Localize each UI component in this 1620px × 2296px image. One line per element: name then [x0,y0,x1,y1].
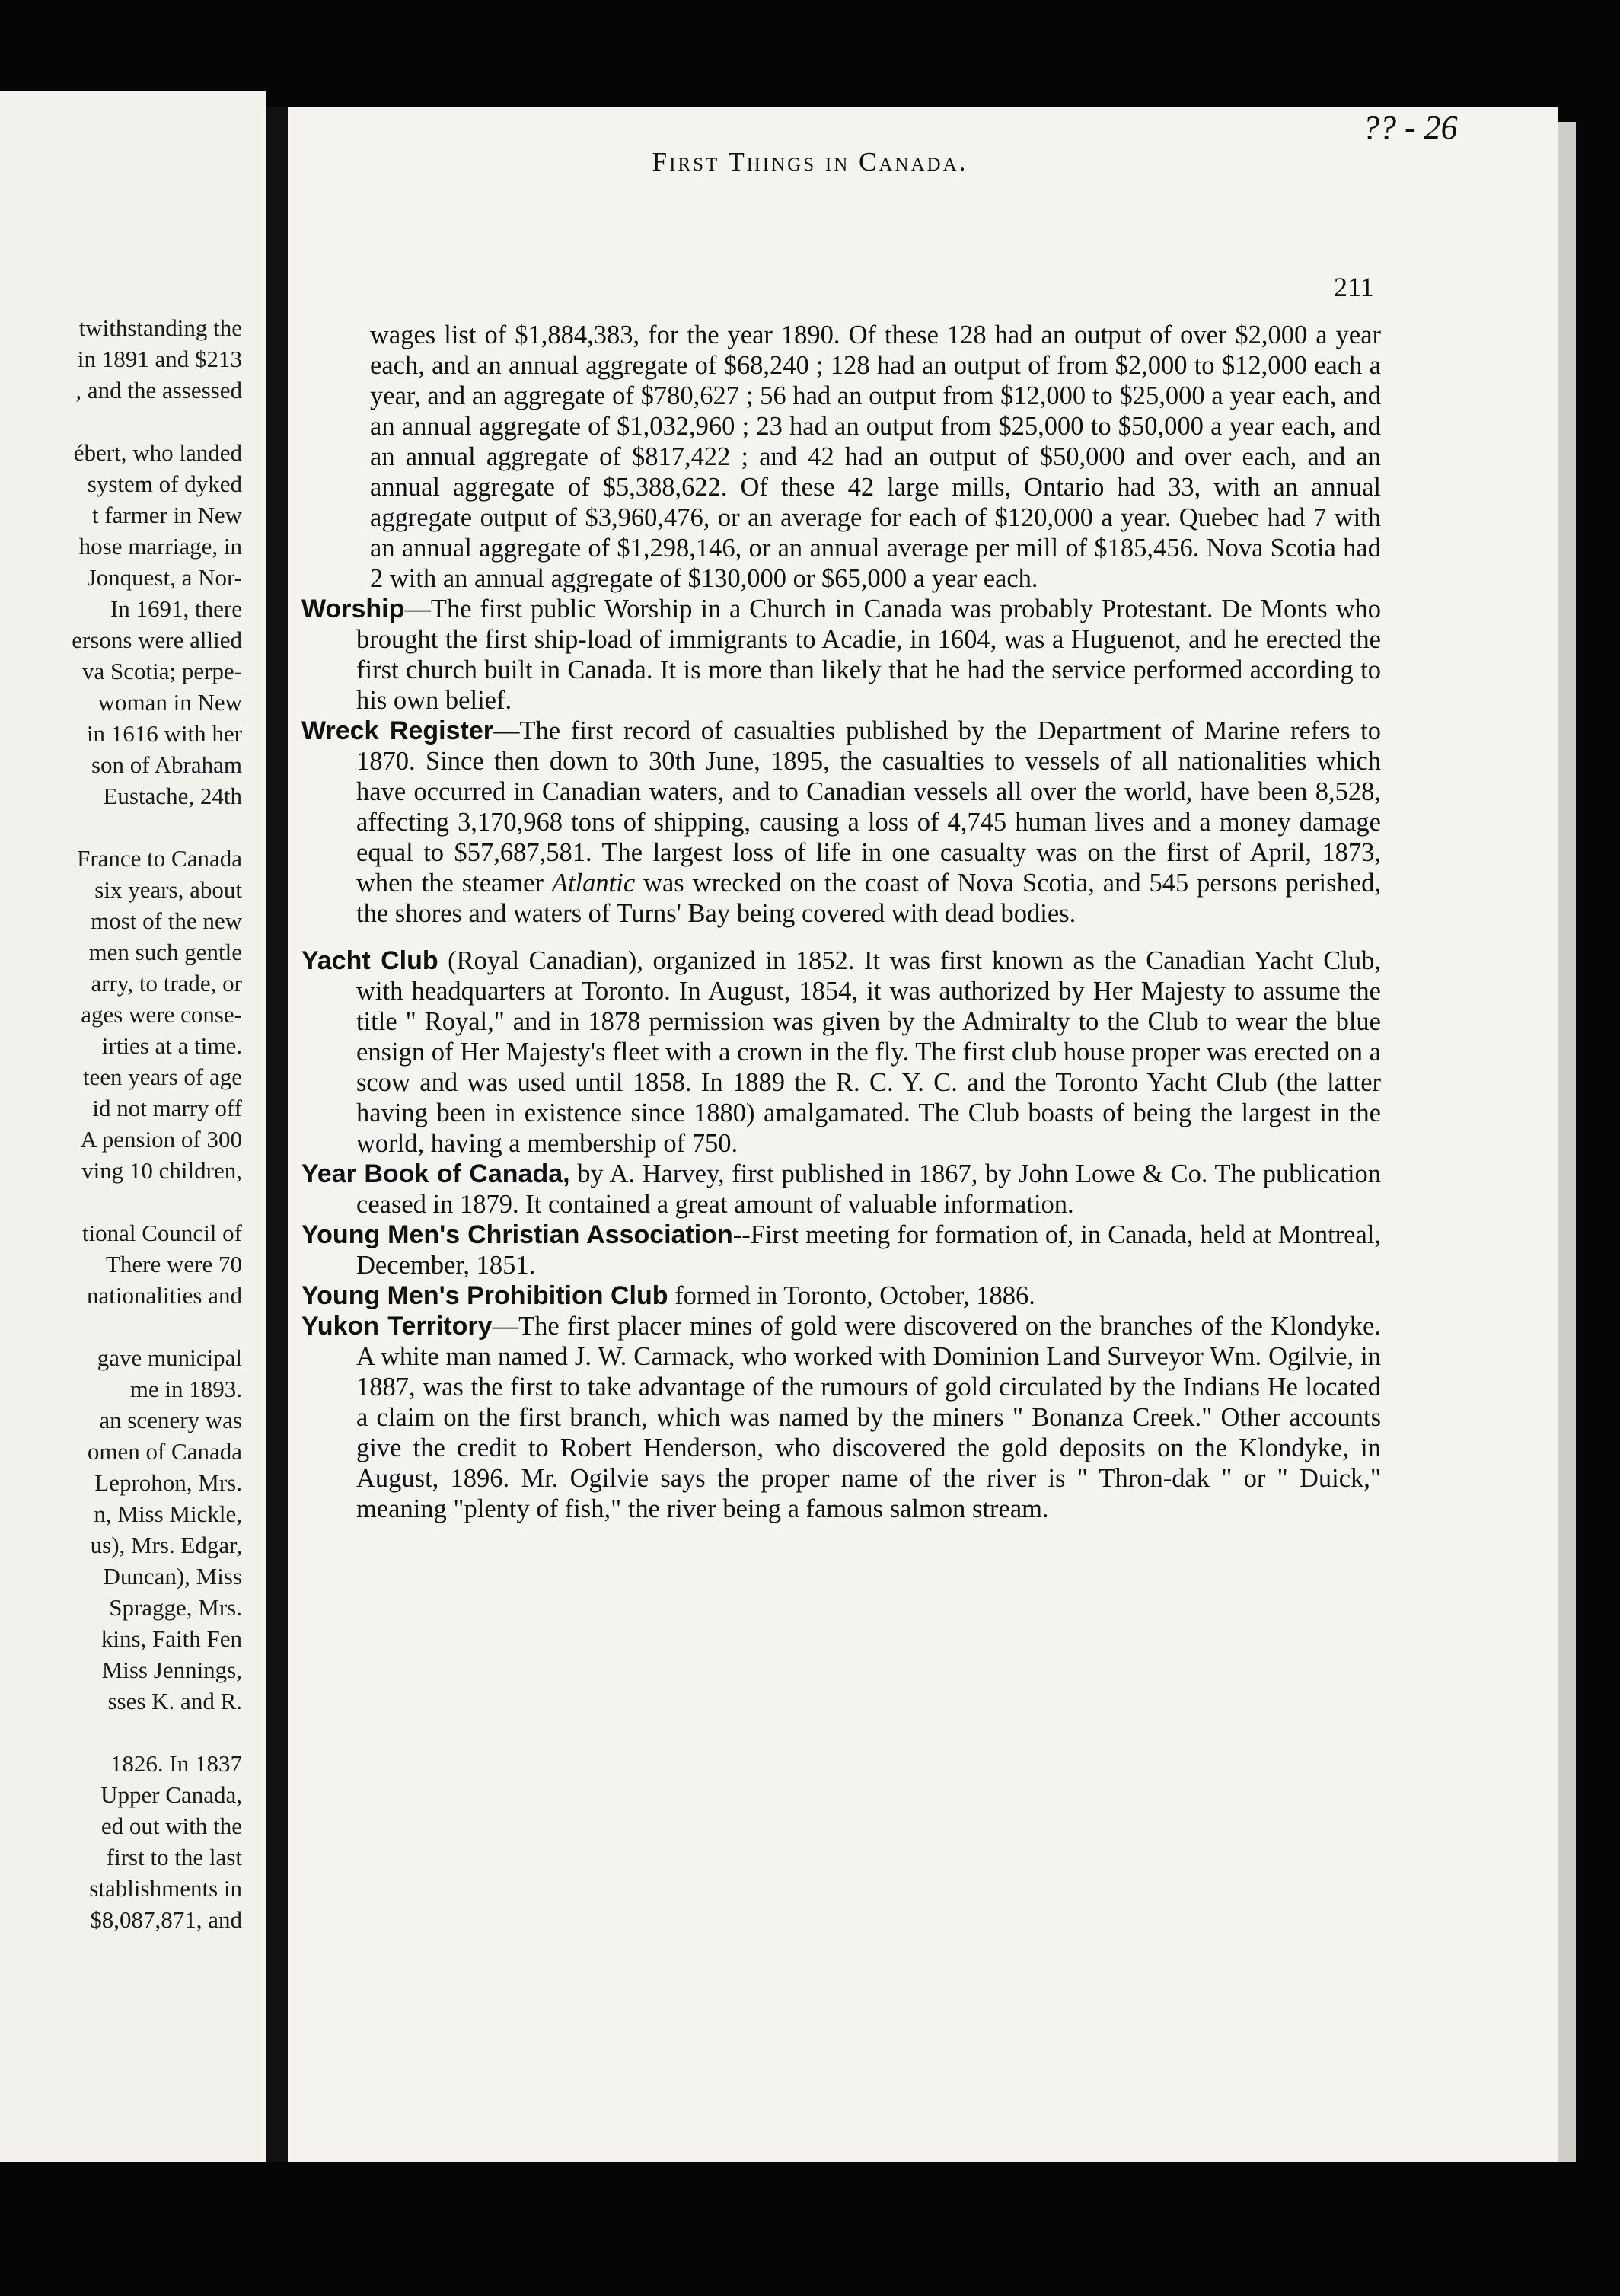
left-page-fragment [0,91,266,2162]
intro-paragraph: wages list of $1,884,383, for the year 1890. Of these 128 had an output of over $2,000 a year each, and an annual aggregate of $68,240 ; 128 had an output of from $2,000 to $12,000 each a year, and an aggregate of $780,627 ; 56 had an output from $12,000 to $25,000 a year each, and an annual aggregate of $1,032,960 ; 23 had an output from $25,000 to $50,000 a year each, and an annual aggregate of $817,422 ; and 42 had an output of $50,000 and over each, and an annual aggregate of $5,388,622. Of these 42 large mills, Ontario had 33, with an annual aggregate output of $3,960,476, or an average for each of $120,000 a year. Quebec had 7 with an annual aggregate of $1,298,146, or an annual average per mill of $185,456. Nova Scotia had 2 with an annual aggregate of $130,000 or $65,000 a year each. [370,320,1381,593]
left-page-line: t farmer in New [91,502,242,528]
left-page-line: me in 1893. [129,1376,242,1402]
left-page-line: hose marriage, in [78,533,242,560]
entry-term: Young Men's Christian Association [301,1220,733,1249]
left-page-line: Jonquest, a Nor- [87,564,242,591]
left-page-line: six years, about [94,876,242,903]
page-body [301,320,1381,1524]
left-page-line [0,812,242,843]
left-page-line: Eustache, 24th [103,783,242,809]
entry-wreck-register [301,716,1381,929]
page-edge [1558,122,1576,2162]
left-page-line: , and the assessed [75,377,242,403]
entry-text-after: was wrecked on the coast of Nova Scotia, and 545 persons perished, the shores and waters of Turns' Bay being covered with dead bodies. [356,869,1382,928]
left-page-line: Spragge, Mrs. [109,1594,242,1621]
left-page-line: In 1691, there [110,595,242,622]
entry-term: Wreck Register [301,716,493,745]
left-page-line: Upper Canada, [100,1781,242,1808]
entry-text: —The first placer mines of gold were discovered on the branches of the Klondyke. A white man named J. W. Carmack, who worked with Dominion Land Surveyor Wm. Ogilvie, in 1887, was the first to take advantage of the rumours of gold circulated by the Indians He located a claim on the first branch, which was named by the miners " Bonanza Creek." Other accounts give the credit to Robert Henderson, who discovered the gold deposits on the Klondyke, in August, 1896. Mr. Ogilvie says the proper name of the river is " Thron-dak " or " Duick," meaning "plenty of fish," the river being a famous salmon stream. [356,1312,1381,1523]
entry-term: Young Men's Prohibition Club [301,1281,668,1310]
left-page-line: system of dyked [87,470,242,497]
left-page-line: France to Canada [77,845,242,872]
left-page-line: teen years of age [82,1063,242,1090]
left-page-line: ed out with the [100,1813,242,1839]
left-page-line: A pension of 300 [80,1126,242,1153]
handwritten-corner-mark: ?? - 26 [1363,109,1458,146]
left-page-line: most of the new [91,907,242,934]
left-page-line: ersons were allied [72,627,242,653]
entry-text: —The first public Worship in a Church in Canada was probably Protestant. De Monts who brought the first ship-load of immigrants to Acadie, in 1604, was a Huguenot, and he erected the first church built in Canada. It is more than likely that he had the service performed according to his own belief. [356,595,1381,715]
left-page-line: id not marry off [92,1095,242,1121]
entry-yukon-territory [301,1311,1381,1524]
entry-term: Yacht Club [301,946,438,975]
left-page-line: first to the last [106,1844,242,1870]
entry-term: Worship [301,595,405,623]
left-page-line: 1826. In 1837 [110,1750,242,1777]
running-head: First Things in Canada. [652,147,968,177]
left-page-line: ages were conse- [81,1001,242,1028]
left-page-lines [0,312,242,1935]
entry-year-book [301,1159,1381,1220]
left-page-line: $8,087,871, and [90,1906,242,1933]
entry-text: --First meeting for formation of, in Canada, held at Montreal, December, 1851. [356,1220,1381,1280]
left-page-line: n, Miss Mickle, [94,1500,242,1527]
left-page-line [0,1311,242,1342]
entry-text: —The first record of casualties published by the Department of Marine refers to 1870. Since then down to 30th June, 1895, the casualties to vessels of all nationalities which have occurred in Canadian waters, and to Canadian vessels all over the world, have been 8,528, affecting 3,170,968 tons of shipping, causing a loss of 4,745 human lives and a money damage equal to $57,687,581. The largest loss of life in one casualty was on the first of April, 1873, when the steamer [356,716,1381,898]
entry-italic-ship-name: Atlantic [551,869,636,898]
left-page-line: sses K. and R. [107,1688,242,1714]
left-page-line: men such gentle [88,939,242,965]
left-page-line: va Scotia; perpe- [81,658,242,684]
left-page-line [0,406,242,437]
left-page-line: irties at a time. [101,1032,242,1059]
entry-text: formed in Toronto, October, 1886. [674,1281,1035,1310]
entry-text: by A. Harvey, first published in 1867, by John Lowe & Co. The publication ceased in 1879. It contained a great amount of valuable information. [356,1159,1382,1219]
left-page-line: son of Abraham [91,751,242,778]
entry-term: Year Book of Canada, [301,1159,570,1188]
left-page-line: kins, Faith Fen [100,1625,242,1652]
left-page-line [0,1186,242,1217]
left-page-line: stablishments in [89,1875,242,1902]
left-page-line: arry, to trade, or [91,970,242,997]
left-page-line: Duncan), Miss [103,1563,242,1590]
left-page-line: tional Council of [81,1220,242,1246]
entry-prohibition-club [301,1280,1381,1311]
left-page-line: in 1616 with her [86,720,242,747]
left-page-line: nationalities and [86,1282,242,1309]
left-page-line: Miss Jennings, [101,1657,242,1683]
entry-yacht-club [301,946,1381,1159]
entry-term: Yukon Territory [301,1312,493,1341]
left-page-line: us), Mrs. Edgar, [90,1532,242,1558]
left-page-line: in 1891 and $213 [77,346,242,372]
left-page-line: woman in New [97,689,242,716]
left-page-line: an scenery was [99,1407,242,1433]
left-page-line: ving 10 children, [81,1157,242,1184]
left-page-line: Leprohon, Mrs. [94,1469,242,1496]
entry-text: (Royal Canadian), organized in 1852. It was first known as the Canadian Yacht Club, with headquarters at Toronto. In August, 1854, it was authorized by Her Majesty to assume the title " Royal," and in 1878 permission was given by the Admiralty to the Club to wear the blue ensign of Her Majesty's fleet with a crown in the fly. The first club house proper was erected on a scow and was used until 1858. In 1889 the R. C. Y. C. and the Toronto Yacht Club (the latter having been in existence since 1880) amalgamated. The Club boasts of being the largest in the world, having a membership of 750. [356,946,1381,1158]
left-page-line: There were 70 [105,1251,242,1277]
left-page-line: gave municipal [97,1344,242,1371]
entry-ymca [301,1220,1381,1280]
book-spine [266,107,288,2162]
left-page-line: omen of Canada [87,1438,242,1465]
left-page-line [0,1717,242,1748]
left-page-line: twithstanding the [78,314,242,341]
left-page-line: ébert, who landed [73,439,242,466]
entry-worship [301,594,1381,716]
page-number: 211 [1334,272,1374,302]
